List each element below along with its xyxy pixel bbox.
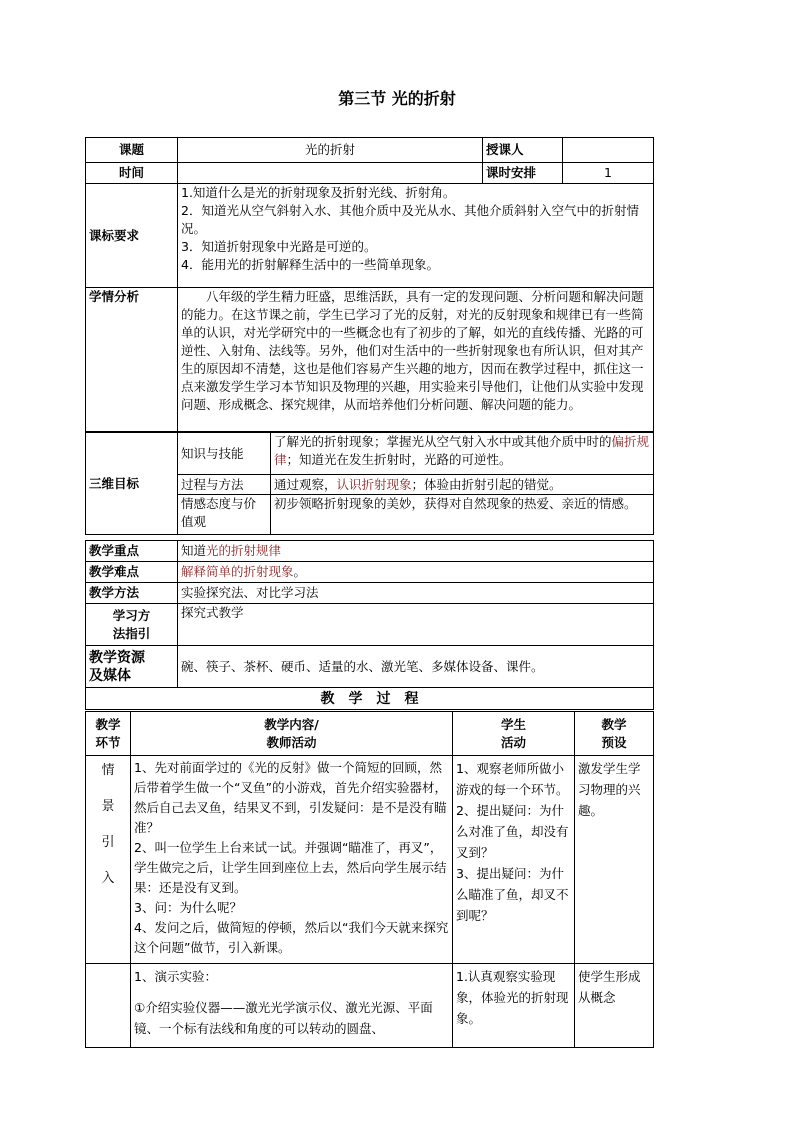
standards-item: 1.知道什么是光的折射现象及折射光线、折射角。 [181, 185, 456, 200]
study-label-1: 学习方 [112, 607, 151, 623]
col-preset-header-2: 预设 [601, 734, 627, 750]
stage1-preset: 激发学生学习物理的兴趣。 [575, 756, 654, 964]
difficulty-value [178, 562, 654, 583]
goals-table [85, 432, 654, 535]
teacher-step: 1、演示实验： [134, 969, 217, 984]
goals-label: 三维目标 [86, 433, 178, 535]
teacher-label: 授课人 [483, 138, 563, 163]
key-point-text-red: 光的折射规律 [206, 543, 282, 558]
teacher-step: 2、叫一位学生上台来试一试。并强调“瞄准了，再叉”，学生做完之后，让学生回到座位上去，然后向学生展示结果：还是没有叉到。 [134, 840, 447, 895]
stage-char: 景 [101, 799, 115, 814]
difficulty-label: 教学难点 [86, 562, 178, 583]
study-label-2: 法指引 [112, 625, 151, 641]
process-value [271, 475, 654, 495]
stage-char: 入 [101, 871, 115, 886]
standards-item: 2．知道光从空气斜射入水、其他介质中及光从水、其他介质斜射入空气中的折射情况。 [181, 203, 639, 236]
knowledge-value [271, 433, 654, 475]
col-teacher-header-2: 教师活动 [266, 734, 317, 750]
col-preset-header [575, 712, 654, 756]
stage2-empty [86, 964, 131, 1048]
method-label: 教学方法 [86, 583, 178, 604]
knowledge-label: 知识与技能 [178, 433, 271, 475]
teacher-step: ①介绍实验仪器——激光光学演示仪、激光光源、平面镜、一个标有法线和角度的可以转动的圆盘、 [134, 1000, 433, 1036]
analysis-content [178, 288, 654, 432]
standards-item: 3．知道折射现象中光路是可逆的。 [181, 239, 377, 254]
stage1-student-activity [453, 756, 575, 964]
stage2-teacher-activity [131, 964, 453, 1048]
schedule-label: 课时安排 [483, 163, 563, 184]
resources-label [86, 646, 178, 688]
process-text-b: ；体验由折射引起的错觉。 [411, 476, 562, 492]
standards-label: 课标要求 [86, 184, 178, 288]
emotion-label: 情感态度与价值观 [178, 495, 271, 535]
topic-label: 课题 [86, 138, 178, 163]
stage2-student-activity: 1.认真观察实验现象，体验光的折射现象。 [453, 964, 575, 1048]
stage-char: 情 [101, 763, 115, 778]
teacher-step: 4、发问之后，做简短的停顿，然后以“我们今天就来探究这个问题”做节，引入新课。 [134, 920, 449, 955]
col-student-header-2: 活动 [500, 734, 526, 750]
stage-situation-intro [86, 756, 131, 964]
process-text-red: 认识折射现象 [336, 476, 412, 492]
resources-value: 碗、筷子、茶杯、硬币、适量的水、激光笔、多媒体设备、课件。 [178, 646, 654, 688]
key-point-value [178, 541, 654, 562]
student-step: 3、提出疑问：为什么瞄准了鱼，却叉不到呢？ [456, 866, 569, 923]
standards-item: 4．能用光的折射解释生活中的一些简单现象。 [181, 257, 439, 272]
time-label: 时间 [86, 163, 178, 184]
col-teacher-header [131, 712, 453, 756]
resources-label-2: 及媒体 [89, 667, 131, 684]
analysis-text: 八年级的学生精力旺盛，思维活跃，具有一定的发现问题、分析问题和解决问题的能力。在这节课之前，学生已学习了光的反射，对光的反射现象和规律已有一些简单的认识，对光学研究中的一些概念也有了初步的了解，如光的直线传播、光路的可逆性、入射角、法线等。另外，他们对生活中的一些折射现象也有所认识，但对其产生的原因却不清楚，这也是他们容易产生兴趣的地方，因而在教学过程中，抓住这一点来激发学生学习本节知识及物理的兴趣，用实验来引导他们，让他们从实验中发现问题、形成概念、探究规律，从而培养他们分析问题、解决问题的能力。 [181, 289, 644, 412]
key-point-label: 教学重点 [86, 541, 178, 562]
study-label [86, 604, 178, 646]
knowledge-text-b: ；知道光在发生折射时，光路的可逆性。 [286, 452, 512, 467]
analysis-label: 学情分析 [86, 288, 178, 432]
col-preset-header-1: 教学 [601, 716, 627, 732]
col-stage-header-1: 教学 [95, 716, 121, 732]
col-student-header-1: 学生 [500, 716, 526, 732]
difficulty-text-b: 。 [293, 564, 307, 579]
stage-char: 引 [101, 835, 115, 850]
col-student-header [453, 712, 575, 756]
key-point-text-a: 知道 [181, 543, 207, 558]
knowledge-text-red: 偏折规律 [274, 434, 650, 467]
teacher-value [563, 138, 654, 163]
process-table [85, 711, 654, 1048]
topic-value: 光的折射 [178, 138, 483, 163]
time-value [178, 163, 483, 184]
methods-table [85, 540, 654, 710]
standards-content [178, 184, 654, 288]
teacher-step-spacer [134, 987, 449, 997]
stage1-teacher-activity [131, 756, 453, 964]
page-title: 第三节 光的折射 [338, 89, 456, 108]
knowledge-text-a: 了解光的折射现象；掌握光从空气射入水中或其他介质中时的 [274, 434, 612, 449]
col-stage-header-2: 环节 [95, 734, 121, 750]
stage2-preset: 使学生形成从概念 [575, 964, 654, 1048]
process-label: 过程与方法 [178, 475, 271, 495]
process-text-a: 通过观察， [274, 476, 337, 492]
difficulty-text-red: 解释简单的折射现象 [181, 564, 294, 579]
student-step: 2、提出疑问：为什么对准了鱼，却没有叉到？ [456, 803, 569, 860]
study-value: 探究式教学 [178, 604, 654, 646]
teacher-step: 1、先对前面学过的《光的反射》做一个简短的回顾，然后带着学生做一个“叉鱼”的小游戏，首先介绍实验器材，然后自己去叉鱼，结果叉不到，引发疑问：是不是没有瞄准？ [134, 760, 447, 835]
col-teacher-header-1: 教学内容/ [264, 716, 319, 732]
lesson-info-table [85, 137, 654, 432]
emotion-value: 初步领略折射现象的美妙，获得对自然现象的热爱、亲近的情感。 [271, 495, 654, 535]
col-stage-header [86, 712, 131, 756]
resources-label-1: 教学资源 [89, 649, 145, 666]
schedule-value: 1 [563, 163, 654, 184]
teacher-step: 3、问：为什么呢？ [134, 900, 242, 915]
process-title: 教 学 过 程 [86, 688, 654, 710]
method-value: 实验探究法、对比学习法 [178, 583, 654, 604]
student-step: 1、观察老师所做小游戏的每一个环节。 [456, 761, 569, 797]
